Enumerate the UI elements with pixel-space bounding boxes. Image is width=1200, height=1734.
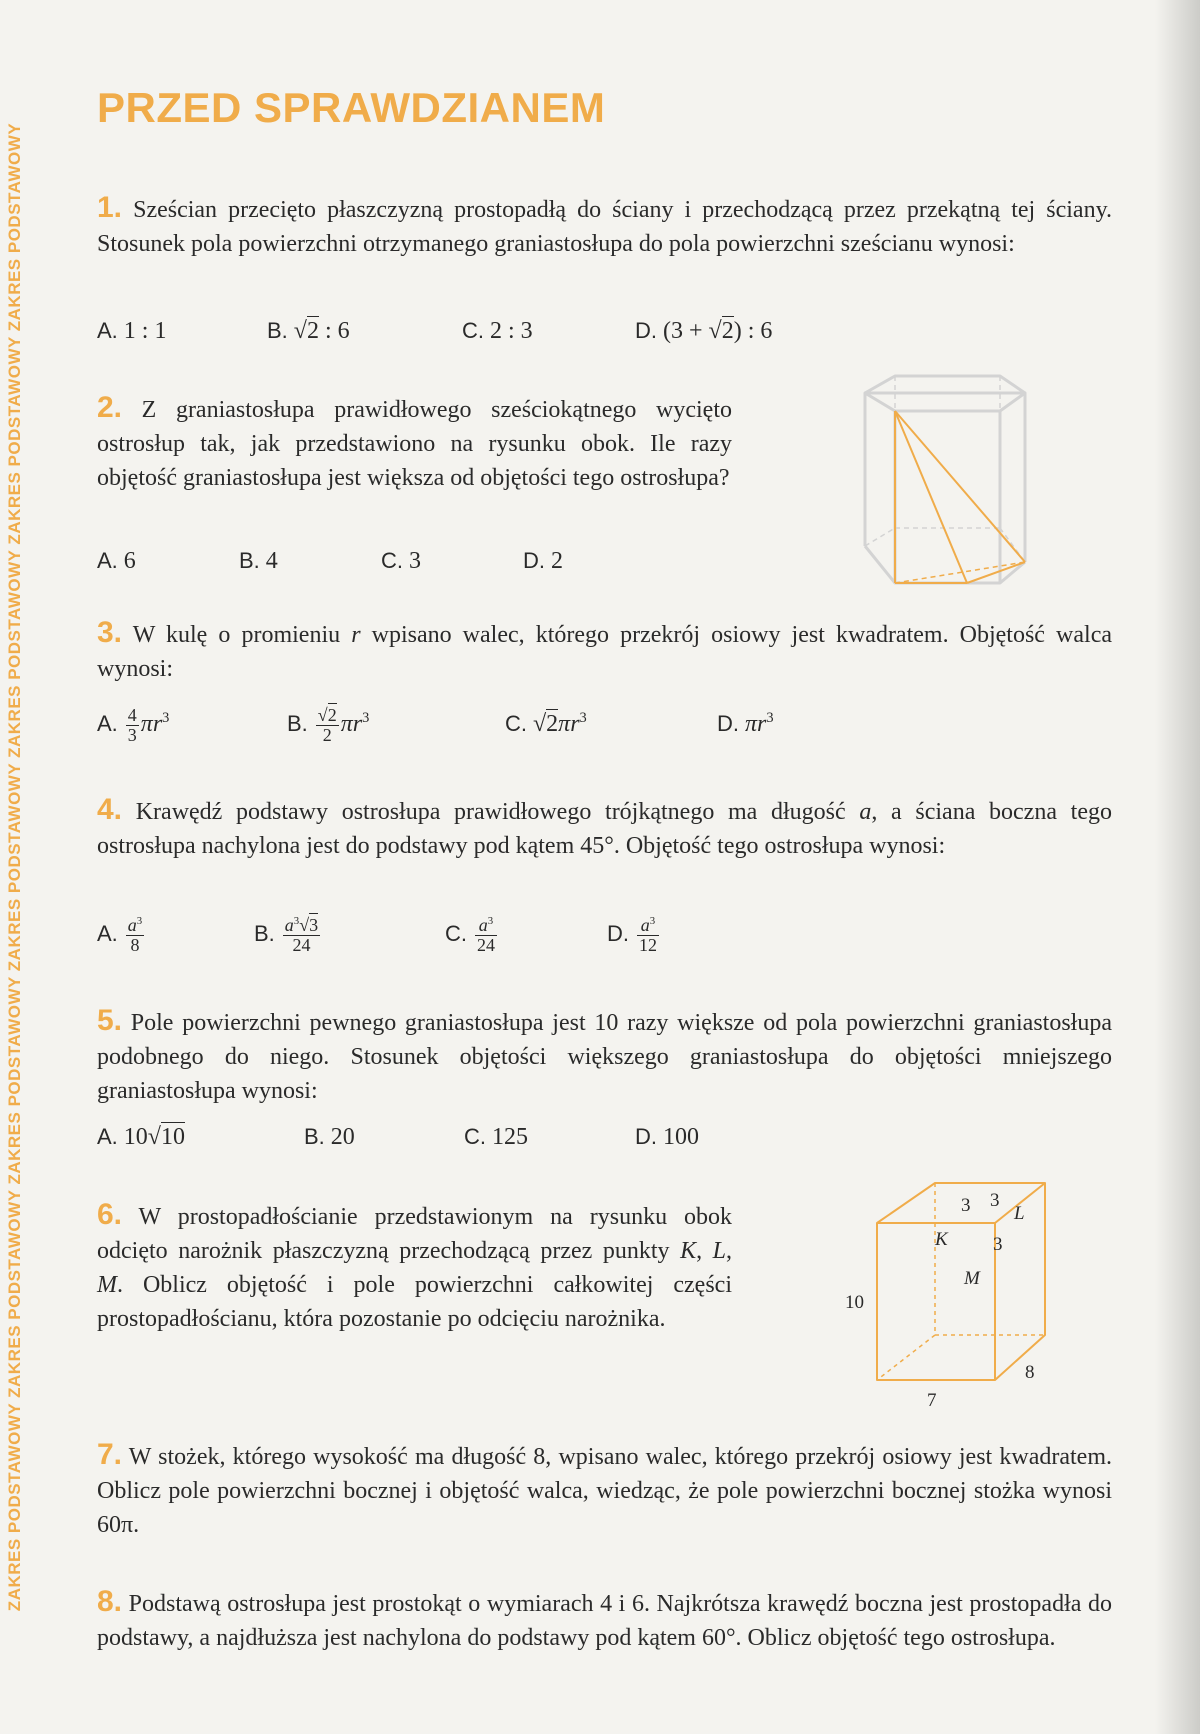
fraction: $\frac{a^3}{8}$ [127,914,143,955]
task-text: Podstawą ostrosłupa jest prostokąt o wymiarach 4 i 6. Najkrótsza krawędź boczna jest prostopadła do podstawy, a najdłuższa jest nachylona do podstawy pod kątem 60°. Oblicz objętość tego ostrosłupa. [97,1591,1112,1651]
prism-top-front-edge [865,393,1025,411]
option-c: C. $\frac{a^3}{24}$ [445,914,495,955]
task-5 [97,1004,1112,1108]
option-c: C. 2 : 3 [462,318,533,344]
option-c: C. 3 [381,548,421,574]
option-d: D. $\frac{a^3}{12}$ [607,914,657,955]
hidden-edge [865,528,895,546]
task-number: 3. [97,616,123,649]
fraction: $\frac{4}{3}$ [127,704,137,745]
task-text: Z graniastosłupa prawidłowego sześciokątnego wycięto ostrosłup tak, jak przedstawiono na rysunku obok. Ile razy objętość graniastosłupa jest większa od objętości tego ostrosłupa? [97,397,732,491]
hidden-edge [877,1335,935,1380]
page-edge-shadow [1155,0,1200,1734]
fraction: $\frac{a^3√3}{24}$ [284,914,319,955]
task-number: 6. [97,1198,123,1231]
option-b: B. 20 [304,1124,355,1150]
task-3: 3. W kulę o promieniu r wpisano walec, którego przekrój osiowy jest kwadratem. Objętość walca wynosi: [97,616,1112,682]
point-label-l: L [1014,1203,1025,1224]
task-2 [97,391,732,495]
point-k: K [680,1238,697,1264]
task-text: W stożek, którego wysokość ma długość 8, wpisano walec, którego przekrój osiowy jest kwadratem. Oblicz pole powierzchni bocznej i objętość walca, wiedząc, że pole powierzchni bocznej stożka wynosi 60π. [97,1444,1112,1538]
dimension-label: 8 [1025,1362,1035,1383]
side-strip [0,0,30,1734]
page-title: PRZED SPRAWDZIANEM [97,84,606,131]
fraction: $\frac{a^3}{24}$ [477,914,495,955]
dimension-label: 10 [845,1292,864,1313]
option-a: A. 1 : 1 [97,318,167,344]
point-label-k: K [935,1229,948,1250]
sqrt: √2 [708,318,734,344]
option-b: B. $\frac{a^3√3}{24}$ [254,914,319,955]
option-c: C. $√2\pi r^3$ [505,710,587,737]
dimension-label: 3 [990,1190,1000,1211]
option-a: A. 6 [97,548,136,574]
point-m: M [97,1272,117,1298]
task-number: 1. [97,191,123,224]
cuboid-figure [835,1175,1065,1415]
point-label-m: M [964,1268,980,1289]
dimension-label: 7 [927,1390,937,1411]
option-d: D. 100 [635,1124,699,1150]
option-c: C. 125 [464,1124,528,1150]
task-number: 4. [97,793,123,826]
variable-a: a [859,799,872,825]
option-a: A. $\frac{4}{3}$ $\pi r^3$ [97,704,170,745]
pyramid-edge [967,562,1025,583]
sqrt: √2 [293,318,319,344]
option-d: D. $\pi r^3$ [717,710,774,737]
task-8 [97,1585,1112,1655]
task-7 [97,1438,1112,1542]
sqrt: √2 [533,711,559,737]
task-text: Sześcian przecięto płaszczyzną prostopadłą do ściany i przechodzącą przez przekątną tej ściany. Stosunek pola powierzchni otrzymanego graniastosłupa do pola powierzchni sześcianu wynosi: [97,197,1113,257]
option-d: D. (3 + √2) : 6 [635,318,773,344]
prism-top-back-edge [865,376,1025,393]
task-number: 2. [97,391,123,424]
fraction: $\frac{a^3}{12}$ [639,914,657,955]
task-number: 5. [97,1004,123,1037]
task-6: 6. W prostopadłościanie przedstawionym na rysunku obok odcięto narożnik płaszczyzną przechodzącą przez punkty K, L, M. Oblicz objętość i pole powierzchni całkowitej części prostopadłościanu, która pozostanie po odcięciu narożnika. [97,1198,733,1332]
option-b: B. 4 [239,548,278,574]
pyramid-edge [895,411,967,583]
task-text: Pole powierzchni pewnego graniastosłupa jest 10 razy większe od pola powierzchni graniastosłupa podobnego do niego. Stosunek objętości większego graniastosłupa do objętości mniejszego graniastosłupa wynosi: [97,1010,1113,1104]
variable-r: r [351,622,361,648]
option-a: A. 10√10 [97,1124,185,1150]
task-number: 8. [97,1585,123,1618]
task-number: 7. [97,1438,123,1471]
task-4: 4. Krawędź podstawy ostrosłupa prawidłowego trójkątnego ma długość a, a ściana boczna tego ostrosłupa nachylona jest do podstawy pod kątem 45°. Objętość tego ostrosłupa wynosi: [97,793,1112,859]
side-strip-text: ZAKRES PODSTAWOWY ZAKRES PODSTAWOWY ZAKRES PODSTAWOWY ZAKRES PODSTAWOWY ZAKRES PODSTAWOWY ZAKRES PODSTAWOWY ZAKRES PODSTAWOWY [5,122,24,1612]
fraction: $\frac{√2}{2}$ [317,704,337,745]
task-1 [97,191,1112,261]
point-l: L [712,1238,727,1264]
dimension-label: 3 [961,1195,971,1216]
dimension-label: 3 [993,1234,1003,1255]
option-b: B. √2 : 6 [267,318,350,344]
sqrt: √10 [147,1124,185,1150]
hexagonal-prism-figure [855,368,1040,590]
option-d: D. 2 [523,548,563,574]
option-b: B. $\frac{√2}{2}$ $\pi r^3$ [287,704,370,745]
option-a: A. $\frac{a^3}{8}$ [97,914,143,955]
pyramid-edge [895,411,1025,562]
